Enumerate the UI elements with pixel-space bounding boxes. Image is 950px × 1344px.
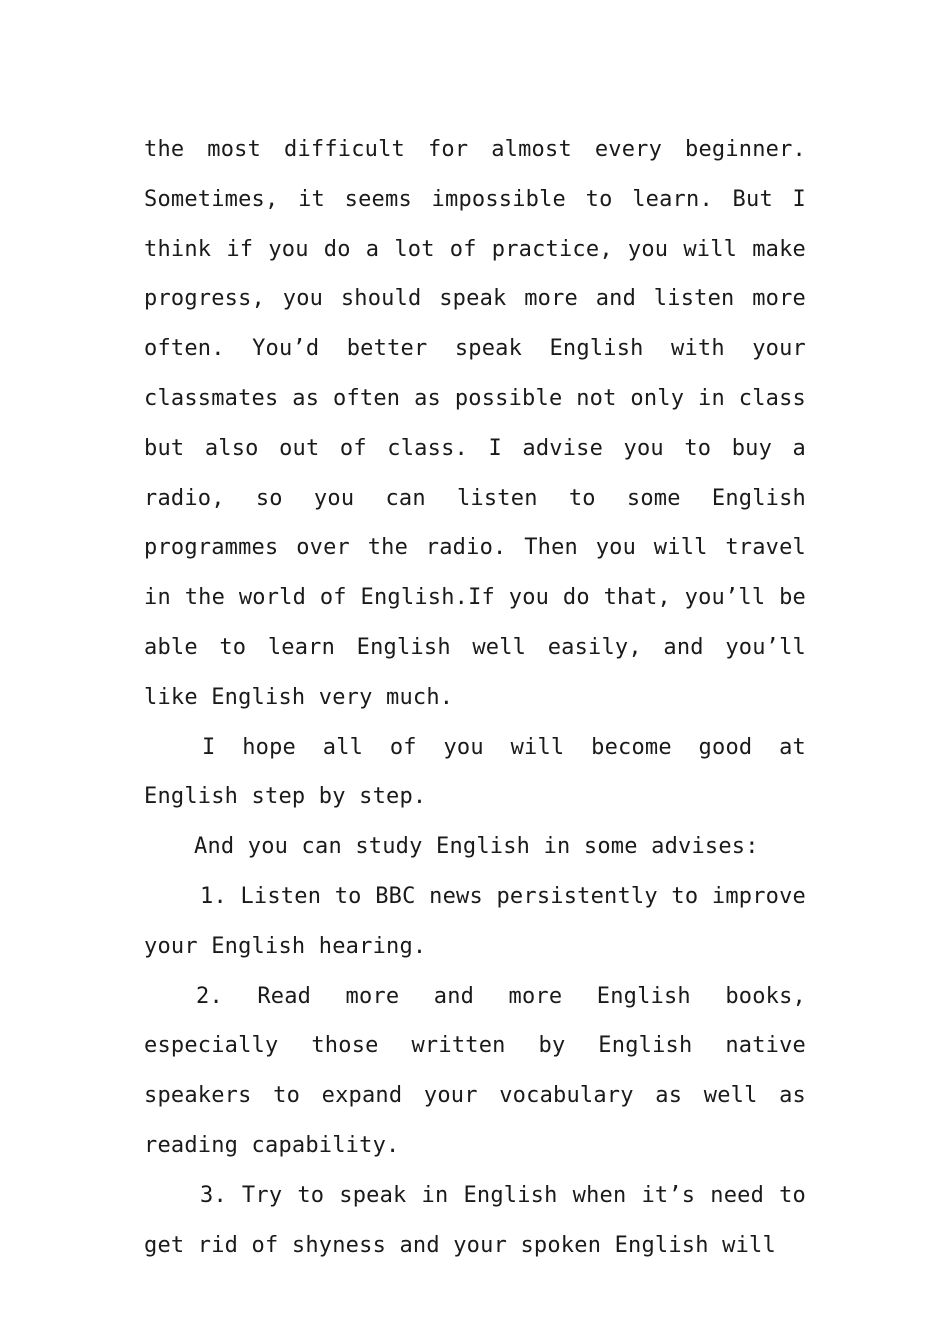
list-item-3: 3. Try to speak in English when it’s need to get rid of shyness and your spoken English will bbox=[144, 1182, 806, 1258]
paragraph-hope: I hope all of you will become good at English step by step. bbox=[144, 734, 806, 810]
paragraph-advises-intro: And you can study English in some advises: bbox=[194, 834, 759, 860]
list-item-1: 1. Listen to BBC news persistently to improve your English hearing. bbox=[144, 883, 806, 959]
paragraph-continuation: the most difficult for almost every beginner. Sometimes, it seems impossible to learn. But I think if you do a lot of practice, you will make progress, you should speak more and listen more often. You’d better speak English with your classmates as often as possible not only in class but also out of class. I advise you to buy a radio, so you can listen to some English programmes over the radio. Then you will travel in the world of English.If you do that, you’ll be able to learn English well easily, and you’ll like English very much. bbox=[144, 137, 806, 710]
list-item-2: 2. Read more and more English books, especially those written by English native speakers to expand your vocabulary as well as reading capability. bbox=[144, 983, 806, 1158]
document-body bbox=[144, 125, 806, 1270]
